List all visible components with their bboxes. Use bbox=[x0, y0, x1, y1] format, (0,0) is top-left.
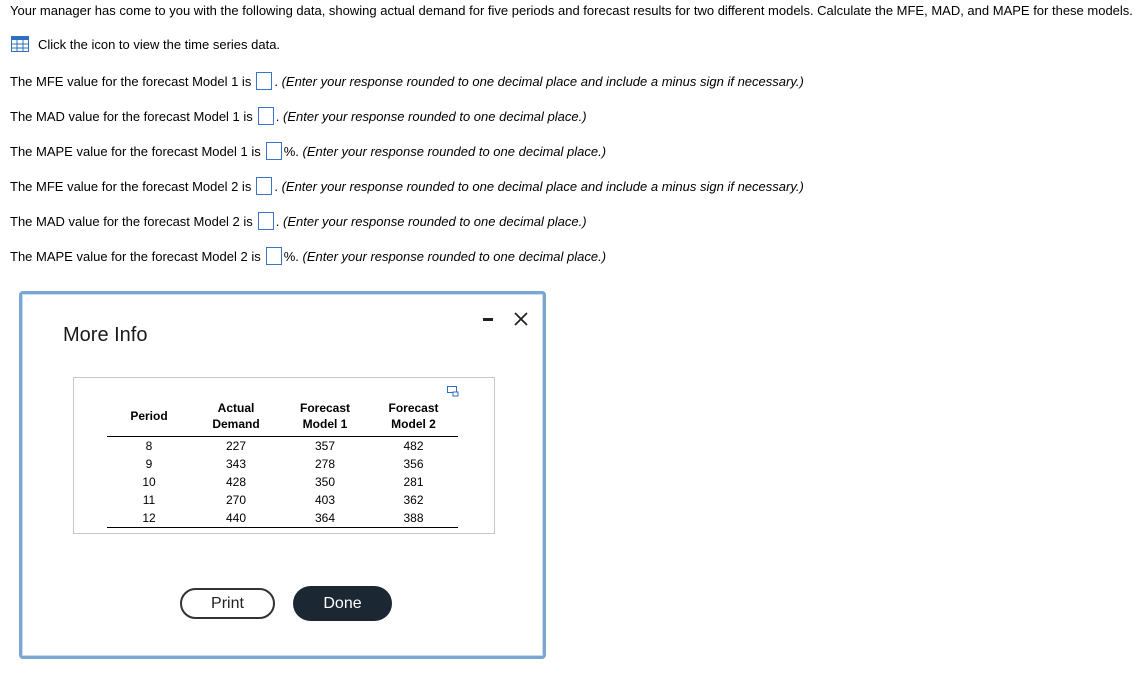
cell-period: 9 bbox=[145, 457, 153, 471]
question-row-mad-2 bbox=[10, 212, 587, 230]
table-header-row bbox=[107, 400, 458, 437]
time-series-link-text: Click the icon to view the time series data. bbox=[38, 36, 281, 52]
question-row-mape-1 bbox=[10, 142, 606, 160]
cell-model1: 278 bbox=[314, 457, 336, 471]
print-button[interactable]: Print bbox=[180, 588, 275, 619]
row-label: The MAPE value for the forecast Model 2 is bbox=[10, 248, 261, 264]
answer-input-mad-1[interactable] bbox=[258, 107, 274, 125]
table-row bbox=[107, 473, 458, 491]
close-icon[interactable] bbox=[512, 310, 530, 328]
table-row bbox=[107, 437, 458, 456]
cell-model1: 350 bbox=[314, 475, 336, 489]
row-hint: (Enter your response rounded to one decimal place and include a minus sign if necessary.) bbox=[281, 73, 804, 89]
cell-period: 12 bbox=[107, 509, 191, 528]
question-row-mad-1 bbox=[10, 107, 587, 125]
time-series-table bbox=[107, 400, 458, 528]
question-row-mfe-1 bbox=[10, 72, 804, 90]
row-suffix: . bbox=[274, 73, 278, 89]
cell-model1: 403 bbox=[314, 493, 336, 507]
cell-period: 11 bbox=[142, 493, 156, 507]
question-row-mape-2 bbox=[10, 247, 606, 265]
cell-model2: 281 bbox=[403, 475, 424, 489]
row-label: The MAD value for the forecast Model 1 is bbox=[10, 108, 253, 124]
row-label: The MFE value for the forecast Model 1 is bbox=[10, 73, 252, 89]
question-row-mfe-2 bbox=[10, 177, 804, 195]
cell-model2: 362 bbox=[403, 493, 424, 507]
cell-actual: 343 bbox=[225, 457, 247, 471]
header-actual: Actual Demand bbox=[191, 400, 281, 437]
cell-model1: 357 bbox=[314, 439, 336, 453]
row-hint: (Enter your response rounded to one decimal place.) bbox=[302, 248, 607, 264]
table-row bbox=[107, 509, 458, 528]
copy-icon[interactable] bbox=[447, 385, 459, 397]
cell-model2: 388 bbox=[369, 509, 458, 528]
table-row bbox=[107, 491, 458, 509]
more-info-dialog bbox=[19, 291, 546, 659]
cell-model2: 482 bbox=[403, 439, 424, 453]
cell-period: 8 bbox=[145, 439, 153, 453]
cell-actual: 227 bbox=[225, 439, 247, 453]
row-label: The MAD value for the forecast Model 2 is bbox=[10, 213, 253, 229]
row-suffix: %. bbox=[283, 143, 299, 159]
cell-model2: 356 bbox=[403, 457, 424, 471]
dialog-title: More Info bbox=[63, 324, 148, 346]
cell-actual: 270 bbox=[225, 493, 247, 507]
cell-model1: 364 bbox=[281, 509, 369, 528]
row-hint: (Enter your response rounded to one decimal place.) bbox=[283, 108, 587, 124]
answer-input-mape-2[interactable] bbox=[266, 247, 282, 265]
row-suffix: %. bbox=[283, 248, 299, 264]
table-row bbox=[107, 455, 458, 473]
minimize-icon[interactable] bbox=[480, 310, 498, 328]
row-label: The MAPE value for the forecast Model 1 is bbox=[10, 143, 261, 159]
header-model2: Forecast Model 2 bbox=[369, 400, 458, 437]
header-model1: Forecast Model 1 bbox=[281, 400, 369, 437]
answer-input-mad-2[interactable] bbox=[258, 212, 274, 230]
answer-input-mape-1[interactable] bbox=[266, 142, 282, 160]
row-hint: (Enter your response rounded to one decimal place.) bbox=[302, 143, 607, 159]
header-period: Period bbox=[107, 400, 191, 437]
row-suffix: . bbox=[275, 213, 280, 229]
cell-actual: 440 bbox=[191, 509, 281, 528]
done-button[interactable]: Done bbox=[293, 586, 392, 621]
answer-input-mfe-1[interactable] bbox=[256, 72, 272, 90]
row-suffix: . bbox=[275, 108, 280, 124]
cell-actual: 428 bbox=[225, 475, 247, 489]
time-series-link-row bbox=[11, 36, 280, 52]
answer-input-mfe-2[interactable] bbox=[256, 177, 272, 195]
question-intro: Your manager has come to you with the following data, showing actual demand for five periods and forecast results for two different models. Calculate the MFE, MAD, and MAPE for these models. bbox=[10, 3, 1133, 18]
table-grid-icon[interactable] bbox=[11, 36, 29, 52]
row-hint: (Enter your response rounded to one decimal place and include a minus sign if necessary.) bbox=[281, 178, 804, 194]
row-label: The MFE value for the forecast Model 2 is bbox=[10, 178, 252, 194]
row-suffix: . bbox=[274, 178, 278, 194]
data-table-panel bbox=[73, 377, 495, 534]
row-hint: (Enter your response rounded to one decimal place.) bbox=[283, 213, 587, 229]
cell-period: 10 bbox=[142, 475, 156, 489]
